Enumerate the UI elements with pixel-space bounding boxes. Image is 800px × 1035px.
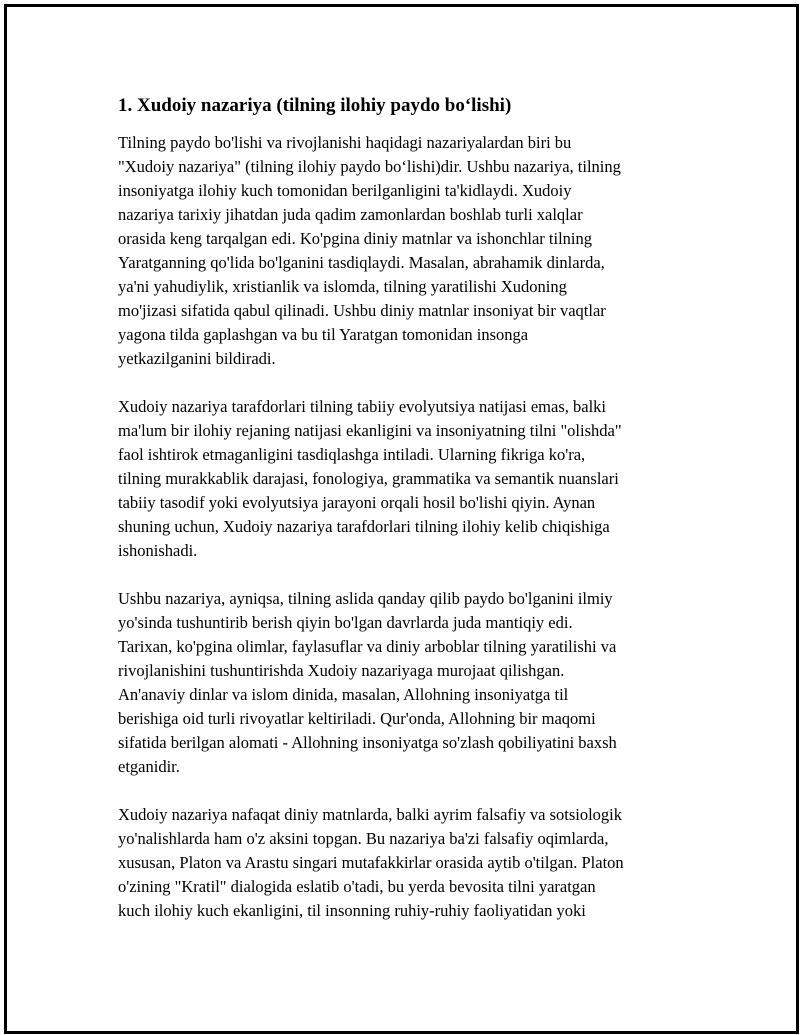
paragraph-4: Xudoiy nazariya nafaqat diniy matnlarda, balki ayrim falsafiy va sotsiologik yo'nalishlarda ham o'z aksini topgan. Bu nazariya ba'zi falsafiy oqimlarda, xususan, Platon va Arastu singari mutafakkirlar orasida aytib o'tilgan. Platon o'zining "Kratil" dialogida eslatib o'tadi, bu yerda bevosita tilni yaratgan kuch ilohiy kuch ekanligini, til insonning ruhiy-ruhiy faoliyatidan yoki [118, 805, 624, 920]
paragraph-3: Ushbu nazariya, ayniqsa, tilning aslida qanday qilib paydo bo'lganini ilmiy yo'sinda tushuntirib berish qiyin bo'lgan davrlarda juda mantiqiy edi. Tarixan, ko'pgina olimlar, faylasuflar va diniy arboblar tilning yaratilishi va rivojlanishini tushuntirishda Xudoiy nazariyaga murojaat qilishgan. An'anaviy dinlar va islom dinida, masalan, Allohning insoniyatga til berishiga oid turli rivoyatlar keltiriladi. Qur'onda, Allohning bir maqomi sifatida berilgan alomati - Allohning insoniyatga so'zlash qobiliyatini baxsh etganidir. [118, 589, 617, 776]
paragraph-1: Tilning paydo bo'lishi va rivojlanishi haqidagi nazariyalardan biri bu "Xudoiy nazariya" (tilning ilohiy paydo bo‘lishi)dir. Ushbu nazariya, tilning insoniyatga ilohiy kuch tomonidan berilganligini ta'kidlaydi. Xudoiy nazariya tarixiy jihatdan juda qadim zamonlardan boshlab turli xalqlar orasida keng tarqalgan edi. Ko'pgina diniy matnlar va ishonchlar tilning Yaratganning qo'lida bo'lganini tasdiqlaydi. Masalan, abrahamik dinlarda, ya'ni yahudiylik, xristianlik va islomda, tilning yaratilishi Xudoning mo'jizasi sifatida qabul qilinadi. Ushbu diniy matnlar insoniyat bir vaqtlar yagona tilda gaplashgan va bu til Yaratgan tomonidan insonga yetkazilganini bildiradi. [118, 133, 621, 368]
paragraph-2: Xudoiy nazariya tarafdorlari tilning tabiiy evolyutsiya natijasi emas, balki ma'lum bir ilohiy rejaning natijasi ekanligini va insoniyatning tilni "olishda" faol ishtirok etmaganligini tasdiqlashga intiladi. Ularning fikriga ko'ra, tilning murakkablik darajasi, fonologiya, grammatika va semantik nuanslari tabiiy tasodif yoki evolyutsiya jarayoni orqali hosil bo'lishi qiyin. Aynan shuning uchun, Xudoiy nazariya tarafdorlari tilning ilohiy kelib chiqishiga ishonishadi. [118, 397, 622, 560]
document-body [118, 94, 690, 947]
section-heading: 1. Xudoiy nazariya (tilning ilohiy paydo bo‘lishi) [118, 95, 512, 116]
